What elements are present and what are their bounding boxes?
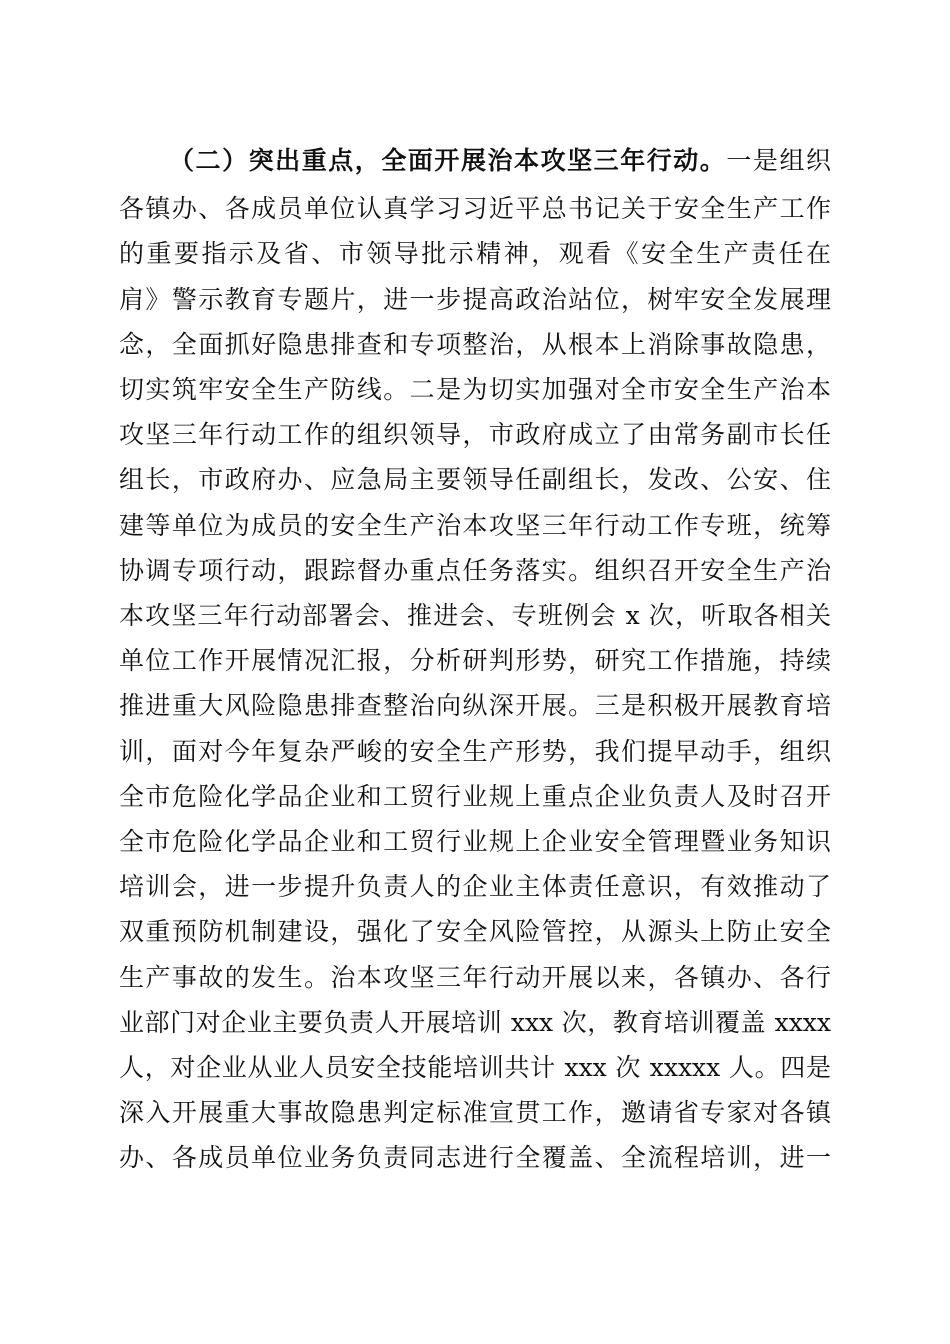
body-line: 推进重大风险隐患排查整治向纵深开展。三是积极开展教育培 — [119, 691, 831, 720]
body-line: 建等单位为成员的安全生产治本攻坚三年行动工作专班，统筹 — [119, 511, 831, 540]
body-line: 全市危险化学品企业和工贸行业规上重点企业负责人及时召开 — [119, 782, 831, 811]
section-heading: （二）突出重点，全面开展治本攻坚三年行动。 — [169, 146, 727, 175]
body-line: 各镇办、各成员单位认真学习习近平总书记关于安全生产工作 — [119, 194, 831, 223]
body-line: 的重要指示及省、市领导批示精神，观看《安全生产责任在 — [119, 239, 831, 268]
body-line: 念，全面抓好隐患排查和专项整治，从根本上消除事故隐患， — [119, 330, 831, 359]
body-line: 人，对企业从业人员安全技能培训共计 xxx 次 xxxxx 人。四是 — [119, 1053, 831, 1082]
body-line: 全市危险化学品企业和工贸行业规上企业安全管理暨业务知识 — [119, 827, 831, 856]
body-line: 协调专项行动，跟踪督办重点任务落实。组织召开安全生产治 — [119, 556, 831, 585]
body-line: 生产事故的发生。治本攻坚三年行动开展以来，各镇办、各行 — [119, 963, 831, 992]
body-line: 双重预防机制建设，强化了安全风险管控，从源头上防止安全 — [119, 917, 831, 946]
body-text: 一是组织 — [726, 146, 831, 175]
body-line: 单位工作开展情况汇报，分析研判形势，研究工作措施，持续 — [119, 646, 831, 675]
body-line: 办、各成员单位业务负责同志进行全覆盖、全流程培训，进一 — [119, 1143, 831, 1172]
body-line: 切实筑牢安全生产防线。二是为切实加强对全市安全生产治本 — [119, 375, 831, 404]
body-line: 攻坚三年行动工作的组织领导，市政府成立了由常务副市长任 — [119, 420, 831, 449]
body-line: 深入开展重大事故隐患判定标准宣贯工作，邀请省专家对各镇 — [119, 1098, 831, 1127]
body-line: 本攻坚三年行动部署会、推进会、专班例会 x 次，听取各相关 — [119, 601, 831, 630]
body-line: 肩》警示教育专题片，进一步提高政治站位，树牢安全发展理 — [119, 285, 831, 314]
paragraph-first-line — [169, 137, 831, 185]
body-line: 培训会，进一步提升负责人的企业主体责任意识，有效推动了 — [119, 872, 831, 901]
body-line: 训，面对今年复杂严峻的安全生产形势，我们提早动手，组织 — [119, 737, 831, 766]
body-line: 业部门对企业主要负责人开展培训 xxx 次，教育培训覆盖 xxxx — [119, 1008, 831, 1037]
body-line: 组长，市政府办、应急局主要领导任副组长，发改、公安、住 — [119, 465, 831, 494]
